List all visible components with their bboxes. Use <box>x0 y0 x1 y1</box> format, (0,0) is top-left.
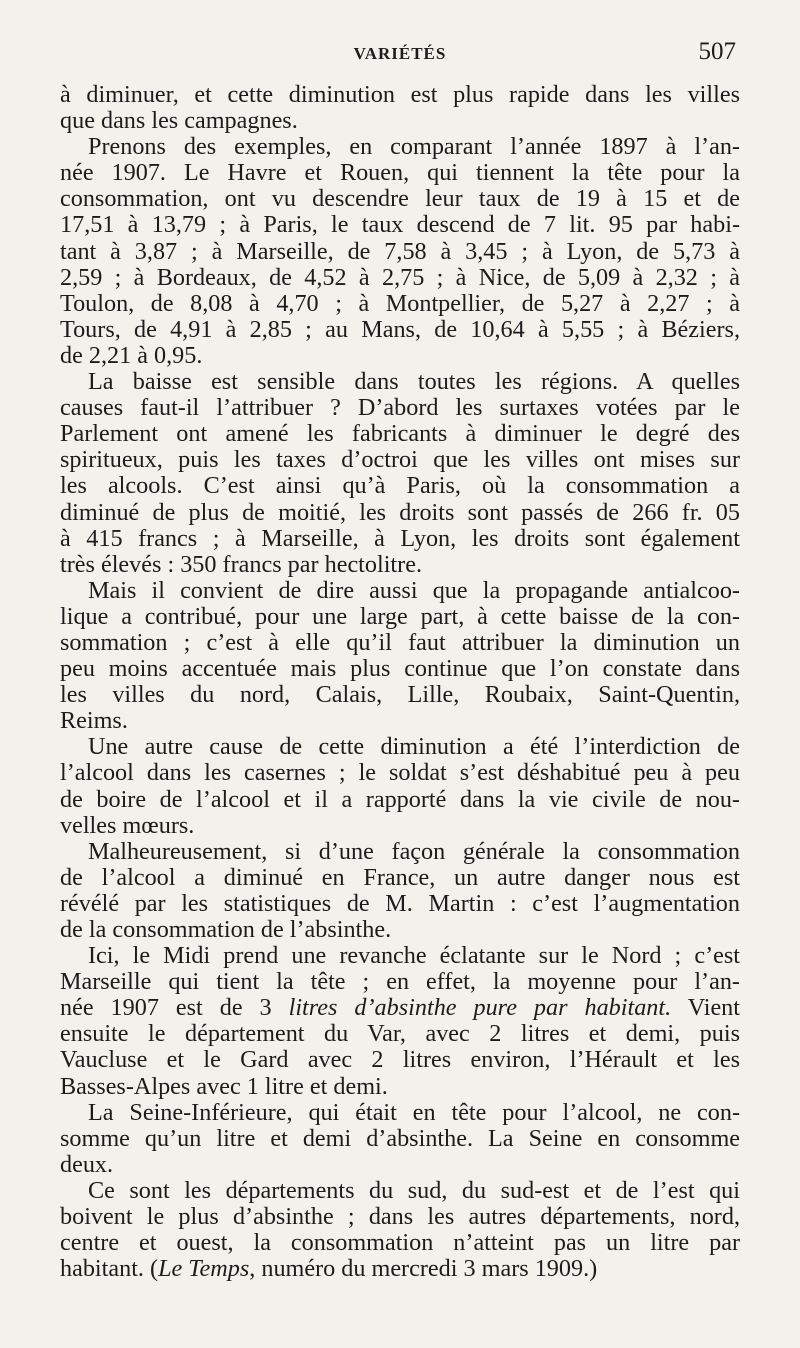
text-line: Toulon, de 8,08 à 4,70 ; à Montpellier, de 5,27 à 2,27 ; à <box>60 290 740 317</box>
page-number: 507 <box>698 38 736 65</box>
text-line: ensuite le département du Var, avec 2 litres et demi, puis <box>60 1021 740 1048</box>
text-segment: née 1907 est de 3 <box>60 995 289 1022</box>
text-line: deux. <box>60 1151 114 1178</box>
text-line: Tours, de 4,91 à 2,85 ; au Mans, de 10,64 à 5,55 ; à Béziers, <box>60 316 740 343</box>
text-line: Ici, le Midi prend une revanche éclatante sur le Nord ; c’est <box>88 943 740 970</box>
text-line: révélé par les statistiques de M. Martin : c’est l’augmentation <box>60 890 740 917</box>
text-line: Ce sont les départements du sud, du sud-est et de l’est qui <box>88 1177 740 1204</box>
text-line: tant à 3,87 ; à Marseille, de 7,58 à 3,45 ; à Lyon, de 5,73 à <box>60 238 740 265</box>
text-line: de la consommation de l’absinthe. <box>60 917 392 943</box>
text-line: Reims. <box>60 708 128 735</box>
text-line: spiritueux, puis les taxes d’octroi que les villes ont mises sur <box>60 447 740 474</box>
text-line: à 415 francs ; à Marseille, à Lyon, les droits sont également <box>60 525 740 552</box>
text-line: boivent le plus d’absinthe ; dans les autres départements, nord, <box>60 1204 740 1231</box>
text-line: La baisse est sensible dans toutes les régions. A quelles <box>88 369 740 396</box>
text-line: Vaucluse et le Gard avec 2 litres environ, l’Hérault et les <box>60 1047 740 1074</box>
text-line: La Seine-Inférieure, qui était en tête pour l’alcool, ne con- <box>88 1099 740 1126</box>
text-line: de boire de l’alcool et il a rapporté dans la vie civile de nou- <box>60 786 740 813</box>
text-line: à diminuer, et cette diminution est plus rapide dans les villes <box>60 82 740 108</box>
text-line: consommation, ont vu descendre leur taux de 19 à 15 et de <box>60 186 740 213</box>
text-line: les villes du nord, Calais, Lille, Roubaix, Saint-Quentin, <box>60 682 740 709</box>
text-segment: habitant. ( <box>60 1256 159 1283</box>
text-line: diminué de plus de moitié, les droits sont passés de 266 fr. 05 <box>60 499 740 526</box>
text-line: velles mœurs. <box>60 812 195 839</box>
text-line: Mais il convient de dire aussi que la propagande antialcoo- <box>88 577 740 604</box>
page-header <box>60 38 740 78</box>
text-line: somme qu’un litre et demi d’absinthe. La Seine en consomme <box>60 1125 740 1152</box>
text-line-with-emphasis <box>60 995 740 1021</box>
text-line: lique a contribué, pour une large part, à cette baisse de la con- <box>60 603 740 630</box>
text-line: Basses-Alpes avec 1 litre et demi. <box>60 1073 388 1100</box>
citation-line <box>60 1256 740 1282</box>
text-line: très élevés : 350 francs par hectolitre. <box>60 551 422 578</box>
running-title: VARIÉTÉS <box>353 44 447 63</box>
text-line: 17,51 à 13,79 ; à Paris, le taux descend de 7 lit. 95 par habi- <box>60 212 740 239</box>
text-line: Prenons des exemples, en comparant l’année 1897 à l’an- <box>88 134 740 161</box>
text-line: 2,59 ; à Bordeaux, de 4,52 à 2,75 ; à Nice, de 5,09 à 2,32 ; à <box>60 264 740 291</box>
text-line: de 2,21 à 0,95. <box>60 342 203 369</box>
text-segment: Vient <box>671 995 740 1022</box>
text-line: que dans les campagnes. <box>60 108 298 135</box>
text-segment: , numéro du mercredi 3 mars 1909.) <box>249 1256 598 1283</box>
emphasized-text: litres d’absinthe pure par habitant. <box>288 995 672 1022</box>
text-line: sommation ; c’est à elle qu’il faut attribuer la diminution un <box>60 629 740 656</box>
text-line: Marseille qui tient la tête ; en effet, la moyenne pour l’an- <box>60 969 740 996</box>
text-line: de l’alcool a diminué en France, un autre danger nous est <box>60 864 740 891</box>
text-line: causes faut-il l’attribuer ? D’abord les surtaxes votées par le <box>60 395 740 422</box>
text-line: les alcools. C’est ainsi qu’à Paris, où la consommation a <box>60 473 740 500</box>
newspaper-title: Le Temps <box>158 1256 250 1283</box>
text-line: l’alcool dans les casernes ; le soldat s’est déshabitué peu à peu <box>60 760 740 787</box>
text-line: peu moins accentuée mais plus continue que l’on constate dans <box>60 656 740 683</box>
article-body <box>60 82 740 1282</box>
text-line: centre et ouest, la consommation n’atteint pas un litre par <box>60 1230 740 1257</box>
text-line: née 1907. Le Havre et Rouen, qui tiennent la tête pour la <box>60 160 740 187</box>
text-line: Malheureusement, si d’une façon générale la consommation <box>88 838 740 865</box>
text-line: Une autre cause de cette diminution a été l’interdiction de <box>88 734 740 761</box>
text-line: Parlement ont amené les fabricants à diminuer le degré des <box>60 421 740 448</box>
